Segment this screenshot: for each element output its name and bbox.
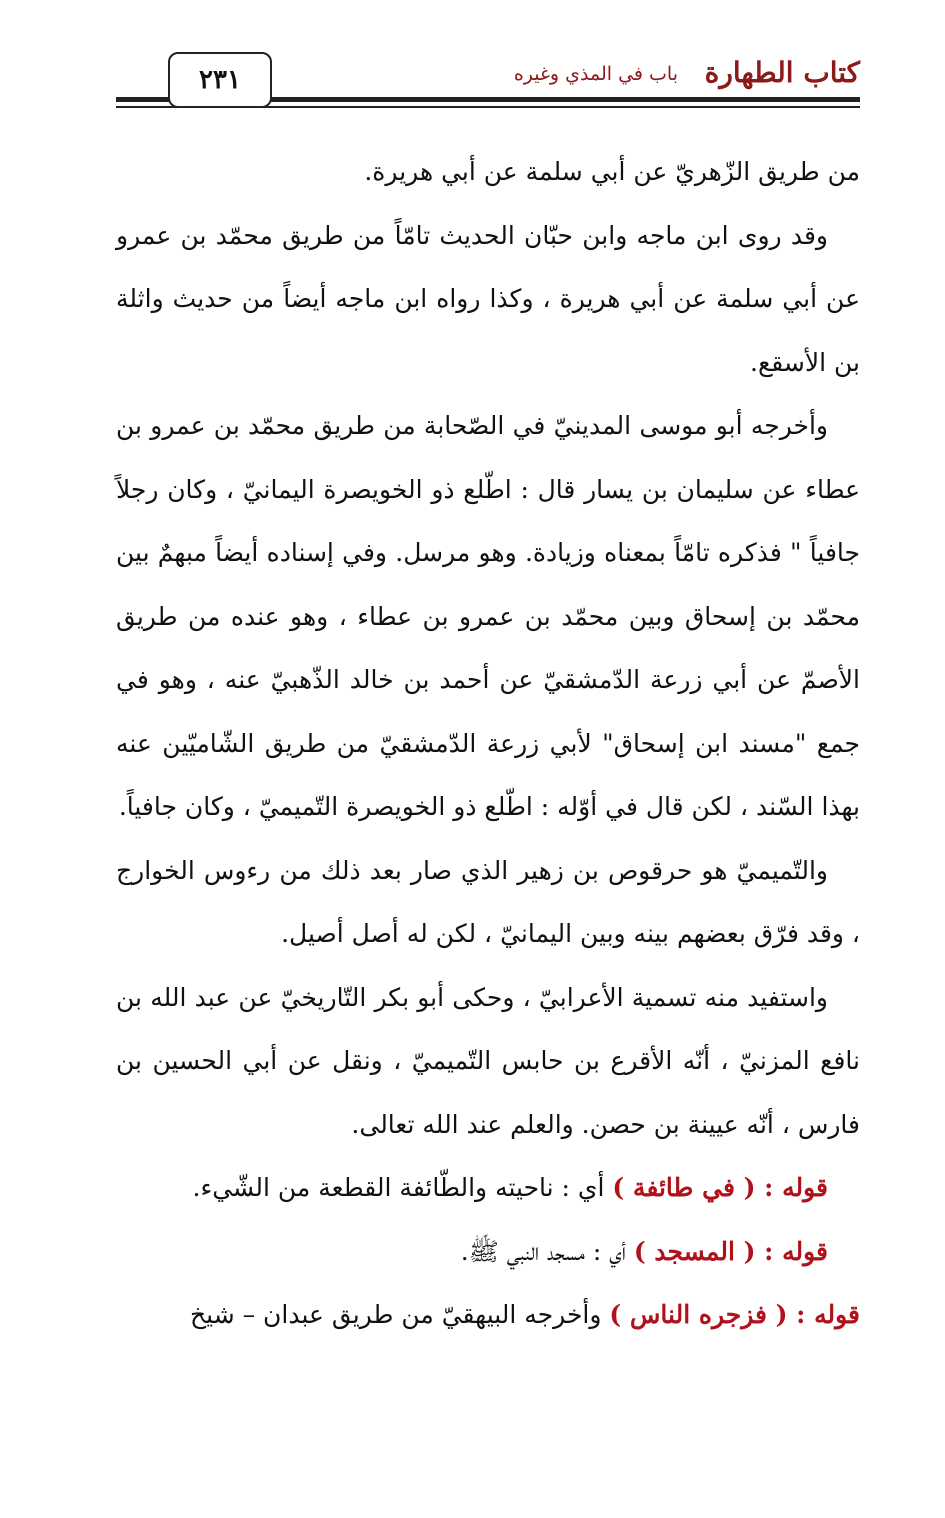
note-fi-taifa <box>116 1156 860 1220</box>
book-title: كتاب الطهارة <box>704 56 860 89</box>
note-text: وأخرجه البيهقيّ من طريق عبدان – شيخ <box>190 1300 610 1329</box>
note-keyword: قوله : ( المسجد ) <box>633 1236 828 1266</box>
paragraph-4: والتّميميّ هو حرقوص بن زهير الذي صار بعد ذلك من رءوس الخوارج ، وقد فرّق بعضهم بينه وبين اليمانيّ ، لكن له أصل أصيل. <box>116 855 860 948</box>
paragraph-3: وأخرجه أبو موسى المدينيّ في الصّحابة من طريق محمّد بن عمرو بن عطاء عن سليمان بن يسار قال : اطّلع ذو الخويصرة اليمانيّ ، وكان رجلاً جافياً " فذكره تامّاً بمعناه وزيادة. وهو مرسل. وفي إسناده أيضاً مبهمٌ بين محمّد بن إسحاق وبين محمّد بن عمرو بن عطاء ، وهو عنده من طريق الأصمّ عن أبي زرعة الدّمشقيّ عن أحمد بن خالد الذّهبيّ عنه ، وهو في جمع "مسند ابن إسحاق" لأبي زرعة الدّمشقيّ من طريق الشّاميّين عنه بهذا السّند ، لكن قال في أوّله : اطّلع ذو الخويصرة التّميميّ ، وكان جافياً. <box>116 411 860 821</box>
paragraph-1: من طريق الزّهريّ عن أبي سلمة عن أبي هريرة. <box>364 157 860 186</box>
note-al-masjid <box>116 1220 860 1284</box>
note-text: أي : مسجد النبي ﷺ. <box>460 1236 634 1266</box>
page-number: ٢٣١ <box>168 52 272 108</box>
note-fazajarahu-annas <box>116 1283 860 1347</box>
body-text <box>116 140 860 1347</box>
paragraph-5: واستفيد منه تسمية الأعرابيّ ، وحكى أبو بكر التّاريخيّ عن عبد الله بن نافع المزنيّ ، أنّه الأقرع بن حابس التّميميّ ، ونقل عن أبي الحسين بن فارس ، أنّه عيينة بن حصن. والعلم عند الله تعالى. <box>116 982 860 1139</box>
paragraph-2: وقد روى ابن ماجه وابن حبّان الحديث تامّاً من طريق محمّد بن عمرو عن أبي سلمة عن أبي هريرة ، وكذا رواه ابن ماجه أيضاً من حديث واثلة بن الأسقع. <box>116 220 860 377</box>
note-keyword: قوله : ( في طائفة ) <box>612 1173 828 1202</box>
chapter-title: باب في المذي وغيره <box>513 63 678 85</box>
note-keyword: قوله : ( فزجره الناس ) <box>609 1300 860 1329</box>
note-text: أي : ناحيته والطّائفة القطعة من الشّيء. <box>192 1173 613 1202</box>
